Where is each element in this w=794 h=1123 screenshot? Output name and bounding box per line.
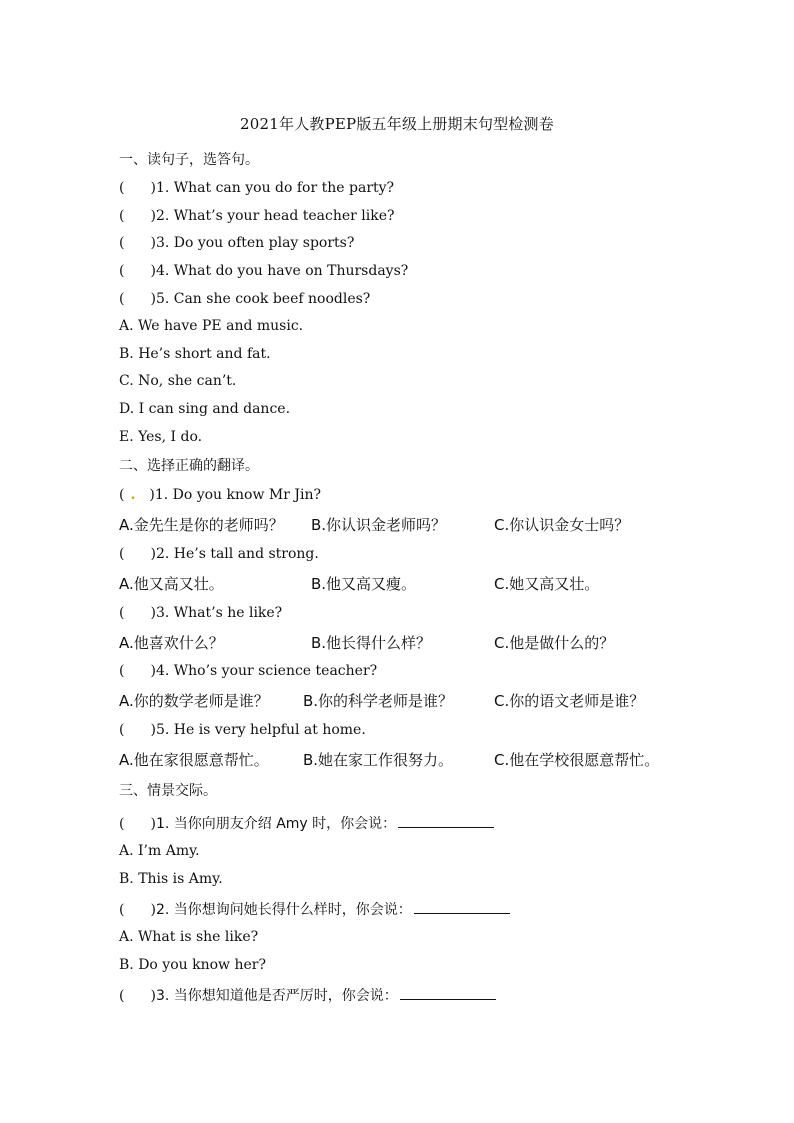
s3-q1-option-a: A. I’m Amy. [119, 843, 200, 859]
s2-q3-option-b: B.他长得什么样？ [311, 634, 432, 652]
s1-answer-c: C. No, she can’t. [119, 373, 237, 389]
s2-q5-option-a: A.他在家很愿意帮忙。 [119, 751, 269, 769]
s2-question-1: ( . )1. Do you know Mr Jin? [119, 487, 321, 503]
s1-question-1: ( )1. What can you do for the party? [119, 180, 395, 196]
s2-q1-option-a: A.金先生是你的老师吗？ [119, 516, 284, 534]
s2-q4-option-c: C.你的语文老师是谁？ [494, 692, 645, 710]
s1-question-4: ( )4. What do you have on Thursdays? [119, 263, 409, 279]
section3-heading: 三、情景交际。 [119, 783, 217, 799]
s2-q2-option-b: B.他又高又瘦。 [311, 575, 417, 593]
section1-heading: 一、读句子，选答句。 [119, 152, 259, 168]
s2-q2-option-a: A.他又高又壮。 [119, 575, 224, 593]
s2-q4-option-a: A.你的数学老师是谁？ [119, 692, 269, 710]
s3-question-1: ( )1. 当你向朋友介绍 Amy 时，你会说： [119, 813, 494, 833]
s1-answer-b: B. He’s short and fat. [119, 346, 271, 362]
answer-blank[interactable] [398, 814, 494, 828]
s1-answer-e: E. Yes, I do. [119, 429, 203, 445]
s3-q2-option-a: A. What is she like? [119, 929, 259, 945]
s1-question-5: ( )5. Can she cook beef noodles? [119, 291, 371, 307]
s1-answer-d: D. I can sing and dance. [119, 401, 291, 417]
s2-q1-option-b: B.你认识金老师吗？ [311, 516, 447, 534]
s3-question-2: ( )2. 当你想询问她长得什么样时，你会说： [119, 899, 510, 919]
s2-q2-option-c: C.她又高又壮。 [494, 575, 600, 593]
s2-question-3: ( )3. What’s he like? [119, 605, 283, 621]
s2-q4-option-b: B.你的科学老师是谁？ [303, 692, 454, 710]
s1-question-3: ( )3. Do you often play sports? [119, 235, 355, 251]
answer-blank[interactable] [400, 986, 496, 1000]
answer-dot-mark: . [130, 487, 136, 503]
s2-question-2: ( )2. He’s tall and strong. [119, 546, 319, 562]
s3-q1-option-b: B. This is Amy. [119, 871, 223, 887]
answer-blank[interactable] [414, 900, 510, 914]
s2-q3-option-a: A.他喜欢什么？ [119, 634, 224, 652]
s2-question-5: ( )5. He is very helpful at home. [119, 722, 366, 738]
s2-question-4: ( )4. Who’s your science teacher? [119, 663, 378, 679]
section2-heading: 二、选择正确的翻译。 [119, 458, 259, 474]
s2-q3-option-c: C.他是做什么的？ [494, 634, 615, 652]
s2-q5-option-b: B.她在家工作很努力。 [303, 751, 454, 769]
s3-q2-option-b: B. Do you know her? [119, 957, 266, 973]
s1-answer-a: A. We have PE and music. [119, 318, 304, 334]
s2-q5-option-c: C.他在学校很愿意帮忙。 [494, 751, 660, 769]
s1-question-2: ( )2. What’s your head teacher like? [119, 208, 395, 224]
s3-question-3: ( )3. 当你想知道他是否严厉时，你会说： [119, 985, 496, 1005]
s2-q1-option-c: C.你认识金女士吗？ [494, 516, 630, 534]
page-title: 2021年人教PEP版五年级上册期末句型检测卷 [240, 115, 554, 133]
